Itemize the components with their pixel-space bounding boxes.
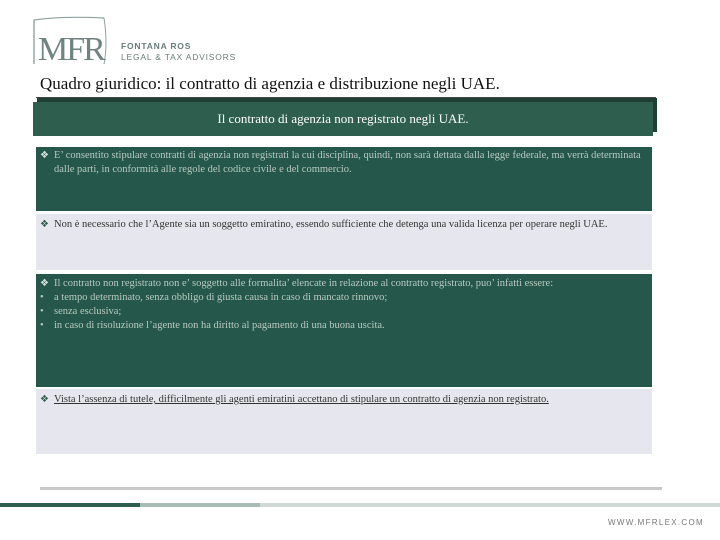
- footer-color-bar: [0, 503, 720, 507]
- page-title: Quadro giuridico: il contratto di agenzia e distribuzione negli UAE.: [40, 74, 500, 93]
- block-1-paragraph: [40, 149, 648, 177]
- list-item-text: in caso di risoluzione l’agente non ha diritto al pagamento di una buona uscita.: [54, 320, 385, 331]
- title-divider: [36, 97, 656, 98]
- block-4-text: Vista l’assenza di tutele, difficilmente gli agenti emiratini accettano di stipulare un contratto di agenzia non registrato.: [54, 394, 549, 405]
- diamond-bullet-icon: ❖: [40, 150, 49, 161]
- footer-divider: [40, 487, 662, 490]
- list-item: [40, 305, 648, 319]
- diamond-bullet-icon: ❖: [40, 219, 49, 230]
- bullet-dot-icon: •: [40, 306, 44, 317]
- svg-text:MFR: MFR: [38, 31, 104, 68]
- bullet-dot-icon: •: [40, 292, 44, 303]
- section-header-text: Il contratto di agenzia non registrato negli UAE.: [217, 111, 469, 126]
- list-item: [40, 291, 648, 305]
- block-4-paragraph: [40, 393, 648, 407]
- list-item: [40, 319, 648, 333]
- list-item-text: a tempo determinato, senza obbligo di giusta causa in caso di mancato rinnovo;: [54, 292, 388, 303]
- list-item-text: senza esclusiva;: [54, 306, 122, 317]
- block-1-text: E’ consentito stipulare contratti di agenzia non registrati la cui disciplina, quindi, non sarà dettata dalla legge federale, ma verrà determinata dalle parti, in conformità alle regole del codice civile e del commercio.: [54, 150, 641, 175]
- content-block-3: [36, 274, 652, 387]
- block-3-text: Il contratto non registrato non e’ soggetto alle formalita’ elencate in relazione al contratto registrato, puo’ infatti essere:: [54, 278, 554, 289]
- block-2-text: Non è necessario che l’Agente sia un soggetto emiratino, essendo sufficiente che detenga una valida licenza per operare negli UAE.: [54, 219, 608, 230]
- logo-wordmark: [121, 41, 236, 63]
- mfr-monogram-icon: [32, 14, 122, 70]
- content-block-1: [36, 147, 652, 211]
- content-block-4: [36, 389, 652, 454]
- logo-tagline: LEGAL & TAX ADVISORS: [121, 52, 237, 62]
- block-3-paragraph: [40, 277, 648, 291]
- bullet-dot-icon: •: [40, 320, 44, 331]
- content-block-2: [36, 214, 652, 270]
- diamond-bullet-icon: ❖: [40, 394, 49, 405]
- logo-company-name: FONTANA ROS: [121, 41, 192, 51]
- diamond-bullet-icon: ❖: [40, 278, 49, 289]
- section-header: [33, 102, 653, 136]
- block-2-paragraph: [40, 218, 648, 232]
- footer-website: WWW.MFRLEX.COM: [608, 518, 704, 527]
